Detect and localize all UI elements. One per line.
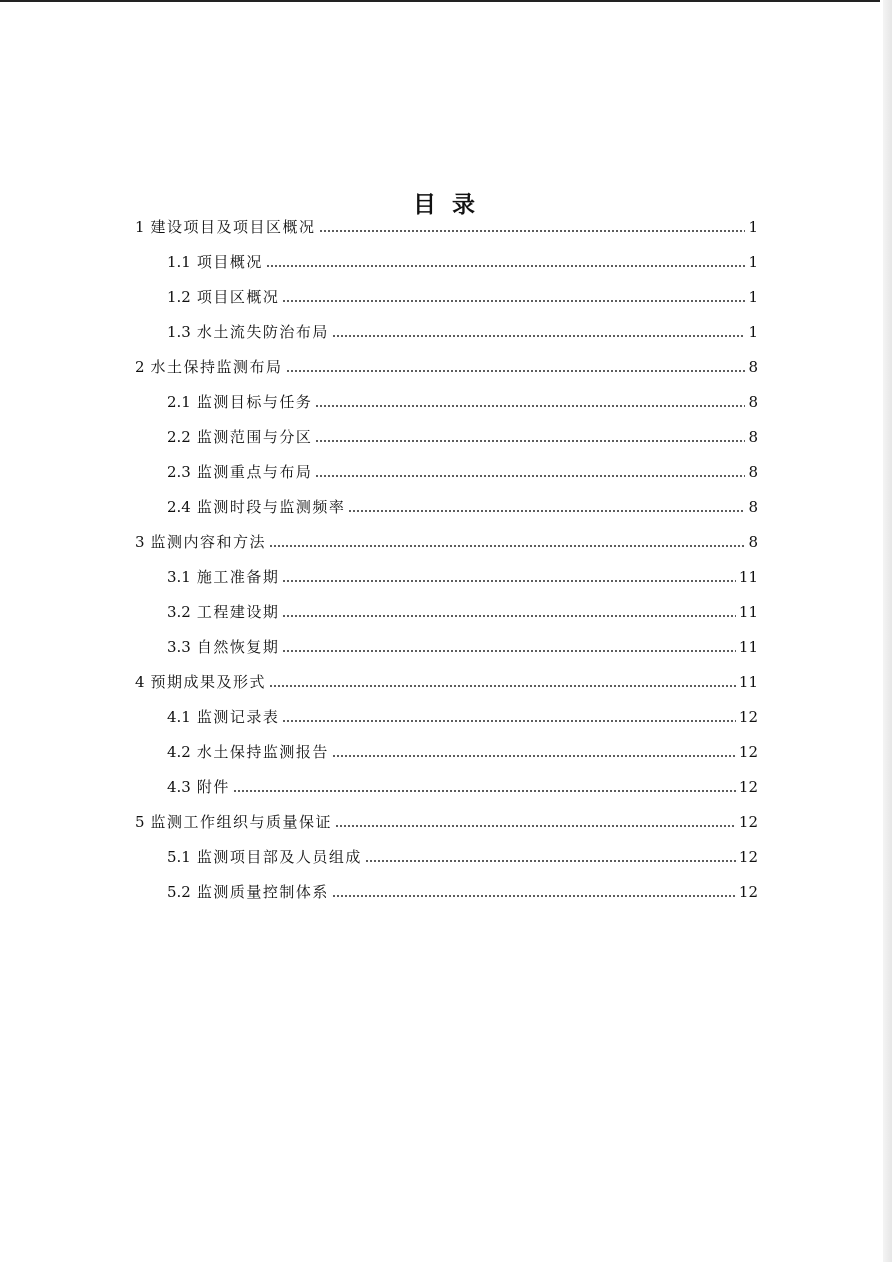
toc-entry-title: 工程建设期 (196, 603, 280, 621)
toc-dot-leader (269, 545, 745, 547)
toc-chapter-entry[interactable] (0, 349, 892, 384)
toc-dot-leader (233, 790, 736, 792)
toc-section-entry[interactable] (0, 559, 892, 594)
toc-entry-number: 3 (135, 532, 145, 551)
toc-entry-number: 5.2 (167, 882, 191, 901)
toc-dot-leader (365, 860, 736, 862)
toc-entry-number: 1 (135, 217, 145, 236)
toc-entry-title: 施工准备期 (196, 568, 280, 586)
toc-entry-number: 1.2 (167, 287, 191, 306)
toc-dot-leader (282, 720, 736, 722)
toc-page-number: 1 (748, 217, 758, 236)
toc-section-entry[interactable] (0, 594, 892, 629)
toc-entry-title: 监测内容和方法 (150, 533, 267, 551)
toc-page-number: 12 (738, 882, 758, 901)
toc-entry-title: 建设项目及项目区概况 (150, 218, 316, 236)
toc-dot-leader (282, 580, 736, 582)
toc-page-number: 12 (738, 777, 758, 796)
toc-entry-title: 监测范围与分区 (196, 428, 313, 446)
toc-dot-leader (282, 615, 736, 617)
toc-entry-number: 3.3 (167, 637, 191, 656)
toc-section-entry[interactable] (0, 279, 892, 314)
toc-dot-leader (332, 895, 736, 897)
toc-dot-leader (286, 370, 746, 372)
toc-page-number: 8 (748, 462, 758, 481)
toc-section-entry[interactable] (0, 244, 892, 279)
toc-dot-leader (315, 440, 745, 442)
toc-section-entry[interactable] (0, 314, 892, 349)
toc-page-number: 11 (738, 567, 758, 586)
toc-entry-number: 5 (135, 812, 145, 831)
toc-entry-title: 水土保持监测布局 (150, 358, 283, 376)
toc-section-entry[interactable] (0, 384, 892, 419)
toc-page-number: 11 (738, 672, 758, 691)
toc-chapter-entry[interactable] (0, 524, 892, 559)
toc-page-number: 12 (738, 707, 758, 726)
toc-page-number: 12 (738, 847, 758, 866)
toc-section-entry[interactable] (0, 454, 892, 489)
toc-section-entry[interactable] (0, 699, 892, 734)
toc-section-entry[interactable] (0, 769, 892, 804)
toc-dot-leader (269, 685, 736, 687)
toc-entry-title: 水土保持监测报告 (196, 743, 329, 761)
toc-entry-number: 3.1 (167, 567, 191, 586)
toc-dot-leader (319, 230, 746, 232)
toc-entry-title: 监测时段与监测频率 (196, 498, 346, 516)
toc-page-number: 1 (748, 252, 758, 271)
toc-dot-leader (315, 475, 745, 477)
toc-section-entry[interactable] (0, 489, 892, 524)
toc-page-number: 11 (738, 602, 758, 621)
toc-chapter-entry[interactable] (0, 664, 892, 699)
toc-page-number: 8 (748, 532, 758, 551)
toc-entry-number: 1.3 (167, 322, 191, 341)
toc-entry-title: 预期成果及形式 (150, 673, 267, 691)
toc-entry-title: 水土流失防治布局 (196, 323, 329, 341)
toc-entry-title: 自然恢复期 (196, 638, 280, 656)
toc-entry-number: 3.2 (167, 602, 191, 621)
toc-entry-number: 4.1 (167, 707, 191, 726)
toc-section-entry[interactable] (0, 839, 892, 874)
toc-page-number: 8 (748, 497, 758, 516)
toc-entry-number: 4 (135, 672, 145, 691)
toc-dot-leader (348, 510, 745, 512)
toc-entry-number: 4.3 (167, 777, 191, 796)
toc-dot-leader (332, 755, 736, 757)
toc-page-number: 8 (748, 392, 758, 411)
toc-chapter-entry[interactable] (0, 804, 892, 839)
toc-dot-leader (332, 335, 746, 337)
toc-section-entry[interactable] (0, 419, 892, 454)
toc-entry-title: 项目概况 (196, 253, 263, 271)
toc-entry-number: 2.3 (167, 462, 191, 481)
toc-entry-number: 5.1 (167, 847, 191, 866)
toc-entry-number: 2 (135, 357, 145, 376)
page-top-border (0, 0, 880, 2)
toc-entry-title: 监测项目部及人员组成 (196, 848, 362, 866)
toc-entry-title: 监测记录表 (196, 708, 280, 726)
toc-page-number: 1 (748, 287, 758, 306)
toc-page-number: 12 (738, 812, 758, 831)
toc-entry-number: 2.4 (167, 497, 191, 516)
toc-page-number: 11 (738, 637, 758, 656)
toc-entry-title: 监测工作组织与质量保证 (150, 813, 333, 831)
toc-entry-title: 监测目标与任务 (196, 393, 313, 411)
toc-entry-number: 1.1 (167, 252, 191, 271)
toc-entry-title: 项目区概况 (196, 288, 280, 306)
toc-page-number: 8 (748, 357, 758, 376)
toc-entry-title: 监测质量控制体系 (196, 883, 329, 901)
toc-chapter-entry[interactable] (0, 209, 892, 244)
toc-dot-leader (335, 825, 736, 827)
toc-entry-number: 4.2 (167, 742, 191, 761)
toc-page-number: 12 (738, 742, 758, 761)
toc-section-entry[interactable] (0, 874, 892, 909)
toc-title: 目 录 (412, 192, 479, 219)
toc-section-entry[interactable] (0, 629, 892, 664)
toc-dot-leader (282, 300, 745, 302)
toc-entry-title: 监测重点与布局 (196, 463, 313, 481)
toc-page-number: 1 (748, 322, 758, 341)
toc-entry-number: 2.1 (167, 392, 191, 411)
toc-dot-leader (266, 265, 746, 267)
table-of-contents (0, 209, 892, 909)
toc-section-entry[interactable] (0, 734, 892, 769)
toc-dot-leader (315, 405, 745, 407)
toc-entry-number: 2.2 (167, 427, 191, 446)
toc-entry-title: 附件 (196, 778, 230, 796)
toc-dot-leader (282, 650, 736, 652)
toc-page-number: 8 (748, 427, 758, 446)
